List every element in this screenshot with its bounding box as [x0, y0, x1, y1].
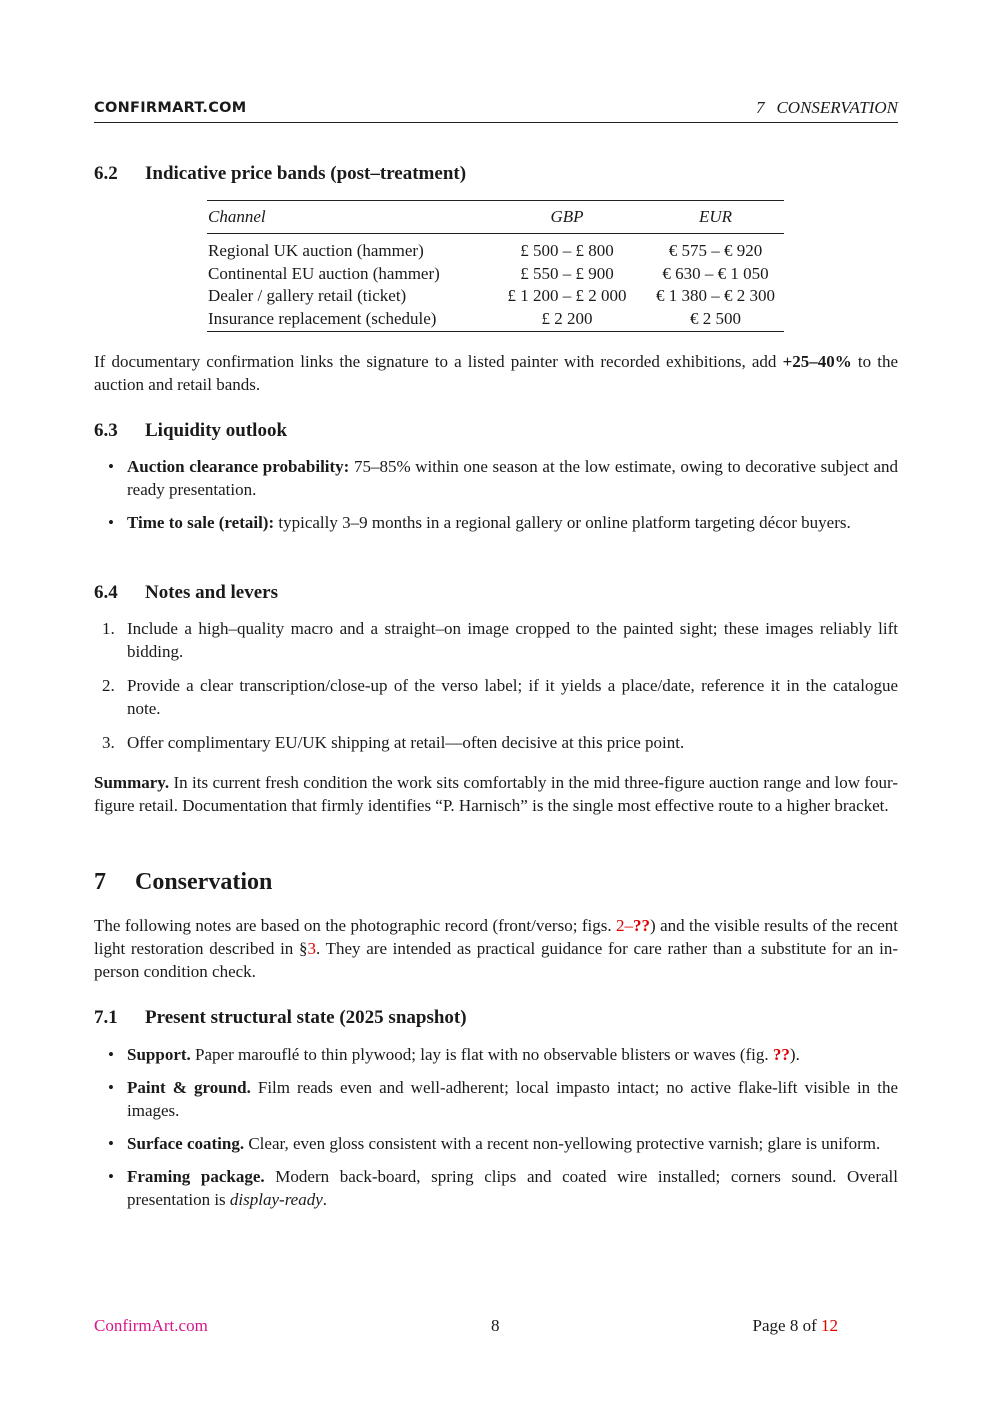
section-6-3-heading: 6.3 Liquidity outlook — [94, 420, 288, 441]
col-header-gbp: GBP — [550, 207, 584, 226]
section-7-1-heading: 7.1 Present structural state (2025 snapshot) — [94, 1007, 467, 1028]
running-header — [94, 98, 898, 123]
list-item: 2. Provide a clear transcription/close-up of the verso label; if it yields a place/date, reference it in the catalogue note. — [102, 676, 898, 718]
running-section-title: 7 CONSERVATION — [755, 98, 898, 117]
table-row: Insurance replacement (schedule) £ 2 200 € 2 500 — [208, 308, 741, 328]
confirmart-logo: CONFIRMART.COM — [94, 100, 247, 116]
levers-list — [94, 617, 898, 754]
missing-ref[interactable]: ?? — [633, 916, 650, 935]
total-pages-link[interactable]: 12 — [821, 1316, 838, 1335]
uplift-note: If documentary confirmation links the signature to a listed painter with recorded exhibitions, add +25–40% to the auction and retail bands. — [94, 352, 898, 394]
footer-page-count: Page 8 of 12 — [752, 1316, 838, 1335]
section-6-2-heading: 6.2 Indicative price bands (post–treatment) — [94, 163, 467, 184]
figure-link[interactable]: 2 — [616, 916, 625, 935]
section-6-4-heading: 6.4 Notes and levers — [94, 582, 278, 603]
table-row: Continental EU auction (hammer) £ 550 – £ 900 € 630 – € 1 050 — [208, 263, 769, 283]
structural-state-list — [94, 1043, 898, 1211]
list-item: • Framing package. Modern back-board, spring clips and coated wire installed; corners sound. Overall presentation is display-ready. — [108, 1167, 899, 1209]
price-bands-table — [207, 200, 784, 332]
list-item: • Support. Paper marouflé to thin plywood; lay is flat with no observable blisters or waves (fig. ??). — [108, 1045, 800, 1064]
table-row: Regional UK auction (hammer) £ 500 – £ 800 € 575 – € 920 — [208, 241, 763, 260]
footer-page-number: 8 — [491, 1316, 500, 1335]
list-item: • Surface coating. Clear, even gloss consistent with a recent non-yellowing protective varnish; glare is uniform. — [108, 1134, 881, 1153]
col-header-channel: Channel — [208, 207, 266, 226]
table-header-row — [207, 201, 784, 234]
list-item: 3. Offer complimentary EU/UK shipping at retail—often decisive at this price point. — [102, 733, 685, 752]
conservation-intro: The following notes are based on the photographic record (front/verso; figs. 2–??) and the visible results of the recent light restoration described in §3. They are intended as practical guidance for care rather than a substitute for an in-person condition check. — [94, 916, 899, 981]
section-link[interactable]: 3 — [307, 939, 316, 958]
liquidity-list — [94, 455, 898, 534]
list-item: • Time to sale (retail): typically 3–9 months in a regional gallery or online platform targeting décor buyers. — [108, 513, 851, 532]
footer-site-link[interactable]: ConfirmArt.com — [94, 1316, 208, 1335]
list-item: 1. Include a high–quality macro and a straight–on image cropped to the painted sight; these images reliably lift bidding. — [102, 619, 898, 661]
table-row: Dealer / gallery retail (ticket) £ 1 200 – £ 2 000 € 1 380 – € 2 300 — [208, 286, 775, 305]
list-item: • Paint & ground. Film reads even and well-adherent; local impasto intact; no active flake-lift visible in the images. — [108, 1078, 898, 1120]
section-7-heading: 7 Conservation — [94, 869, 273, 895]
summary-paragraph: Summary. In its current fresh condition the work sits comfortably in the mid three-figure auction range and low four-figure retail. Documentation that firmly identifies “P. Harnisch” is the single most effective route to a higher bracket. — [94, 773, 898, 815]
list-item: • Auction clearance probability: 75–85% within one season at the low estimate, owing to decorative subject and ready presentation. — [108, 457, 899, 499]
col-header-eur: EUR — [698, 207, 733, 226]
missing-ref[interactable]: ?? — [772, 1045, 790, 1064]
